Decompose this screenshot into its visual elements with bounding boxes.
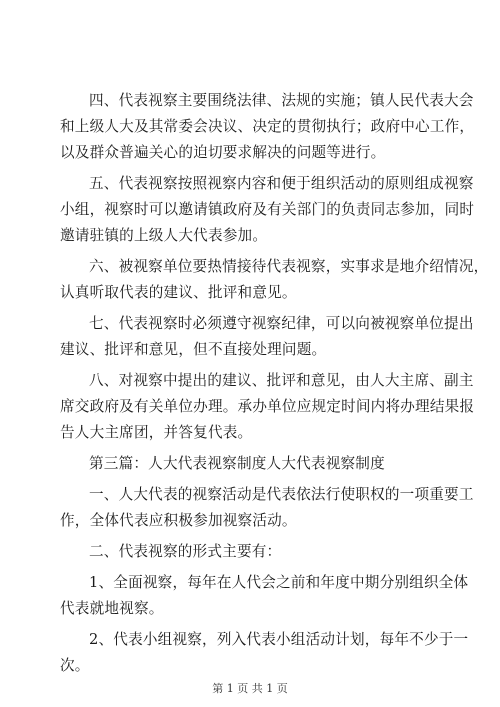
paragraph-line: 代表就地视察。 bbox=[60, 600, 164, 617]
page-footer: 第 1 页 共 1 页 bbox=[212, 682, 288, 695]
paragraph-line: 1、全面视察，每年在人代会之前和年度中期分别组织全体 bbox=[89, 574, 469, 591]
paragraph-line: 次。 bbox=[60, 657, 90, 674]
paragraph-line: 告人大主席团，并答复代表。 bbox=[60, 424, 253, 441]
paragraph-line: 邀请驻镇的上级人大代表参加。 bbox=[60, 227, 268, 244]
paragraph-line: 四、代表视察主要围绕法律、法规的实施；镇人民代表大会 bbox=[89, 92, 474, 109]
paragraph-line: 以及群众普遍关心的迫切要求解决的问题等进行。 bbox=[60, 144, 386, 161]
paragraph-line: 第三篇：人大代表视察制度人大代表视察制度 bbox=[89, 455, 385, 472]
paragraph bbox=[60, 311, 474, 363]
paragraph-line: 小组，视察时可以邀请镇政府及有关部门的负责同志参加，同时 bbox=[60, 201, 475, 218]
paragraph bbox=[60, 451, 445, 477]
paragraph bbox=[60, 482, 474, 534]
paragraph-line: 六、被视察单位要热情接待代表视察，实事求是地介绍情况， bbox=[89, 258, 489, 275]
paragraph bbox=[60, 570, 469, 622]
paragraph-line: 席交政府及有关单位办理。承办单位应规定时间内将办理结果报 bbox=[60, 398, 475, 415]
paragraph-line: 建议、批评和意见，但不直接处理问题。 bbox=[60, 341, 327, 358]
paragraph bbox=[60, 627, 469, 679]
document-body bbox=[60, 88, 489, 684]
paragraph-line: 五、代表视察按照视察内容和便于组织活动的原则组成视察 bbox=[89, 175, 474, 192]
paragraph-line: 一、人大代表的视察活动是代表依法行使职权的一项重要工 bbox=[89, 486, 474, 503]
paragraph-line: 二、代表视察的形式主要有： bbox=[89, 543, 282, 560]
paragraph-line: 认真听取代表的建议、批评和意见。 bbox=[60, 284, 297, 301]
paragraph-line: 和上级人大及其常委会决议、决定的贯彻执行；政府中心工作， bbox=[60, 118, 475, 135]
paragraph-line: 作，全体代表应积极参加视察活动。 bbox=[60, 512, 297, 529]
paragraph-line: 2、代表小组视察，列入代表小组活动计划，每年不少于一 bbox=[89, 631, 469, 648]
paragraph-line: 七、代表视察时必须遵守视察纪律，可以向被视察单位提出 bbox=[89, 315, 474, 332]
paragraph bbox=[60, 368, 475, 446]
paragraph bbox=[60, 254, 489, 306]
paragraph bbox=[60, 171, 475, 249]
paragraph bbox=[60, 88, 475, 166]
paragraph bbox=[60, 539, 445, 565]
paragraph-line: 八、对视察中提出的建议、批评和意见，由人大主席、副主 bbox=[89, 372, 474, 389]
